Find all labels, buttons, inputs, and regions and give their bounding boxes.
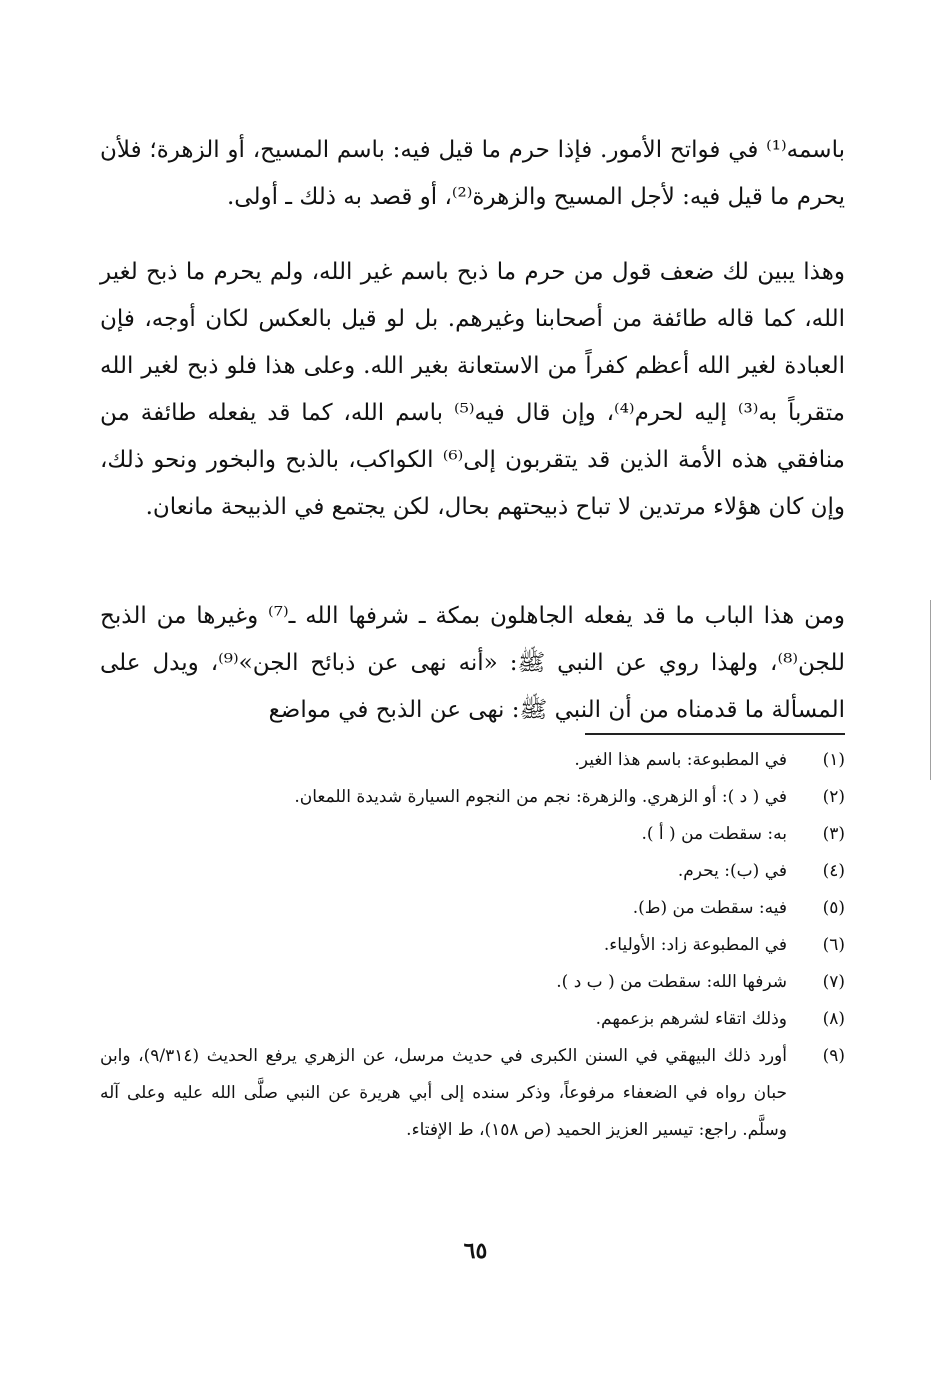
footnote-number: (١)	[822, 750, 845, 770]
footnote-text: فيه: سقطت من (ط).	[632, 898, 787, 918]
footnote-text: في المطبوعة زاد: الأولياء.	[603, 935, 787, 955]
footnote-divider	[585, 733, 845, 735]
footnote-text: في (ب): يحرم.	[677, 861, 787, 881]
footnote-text: به: سقطت من ( أ ).	[641, 824, 787, 844]
footnote-8	[100, 1001, 845, 1038]
footnote-number: (٦)	[822, 935, 845, 955]
footnote-number: (٣)	[822, 824, 845, 844]
footnote-6	[100, 927, 845, 964]
footnote-number: (٧)	[822, 972, 845, 992]
footnote-number: (٥)	[822, 898, 845, 918]
footnote-number: (٩)	[822, 1046, 845, 1066]
footnote-text: أورد ذلك البيهقي في السنن الكبرى في حديث مرسل، عن الزهري يرفع الحديث (٩/٣١٤)، وابن حبان رواه في الضعفاء مرفوعاً، وذكر سنده إلى أبي هريرة عن النبي صلَّى الله عليه وعلى آله وسلَّم. راجع: تيسير العزيز الحميد (ص ١٥٨)، ط الإفتاء.	[100, 1046, 787, 1140]
footnote-2	[100, 779, 845, 816]
scan-edge-line	[930, 600, 931, 780]
footnote-1	[100, 742, 845, 779]
footnotes-section	[100, 742, 845, 1149]
footnote-text: في المطبوعة: باسم هذا الغير.	[574, 750, 787, 770]
footnote-3	[100, 816, 845, 853]
footnote-5	[100, 890, 845, 927]
footnote-7	[100, 964, 845, 1001]
footnote-number: (٢)	[822, 787, 845, 807]
paragraph-3: ومن هذا الباب ما قد يفعله الجاهلون بمكة ـ شرفها الله ـ⁽⁷⁾ وغيرها من الذبح للجن⁽⁸⁾، ولهذا روي عن النبي ﷺ: «أنه نهى عن ذبائح الجن»⁽⁹⁾، ويدل على المسألة ما قدمناه من أن النبي ﷺ: نهى عن الذبح في مواضع	[100, 603, 846, 723]
paragraph-1: باسمه⁽¹⁾ في فواتح الأمور. فإذا حرم ما قيل فيه: باسم المسيح، أو الزهرة؛ فلأن يحرم ما قيل فيه: لأجل المسيح والزهرة⁽²⁾، أو قصد به ذلك ـ أولى.	[100, 137, 845, 210]
footnote-text: وذلك اتقاء لشرهم بزعمهم.	[595, 1009, 787, 1029]
footnote-9	[100, 1038, 845, 1149]
footnote-number: (٨)	[822, 1009, 845, 1029]
page-number: ٦٥	[463, 1238, 488, 1264]
footnote-4	[100, 853, 845, 890]
paragraph-2: وهذا يبين لك ضعف قول من حرم ما ذبح باسم غير الله، ولم يحرم ما ذبح لغير الله، كما قاله طائفة من أصحابنا وغيرهم. بل لو قيل بالعكس لكان أوجه، فإن العبادة لغير الله أعظم كفراً من الاستعانة بغير الله. وعلى هذا فلو ذبح لغير الله متقرباً به⁽³⁾ إليه لحرم⁽⁴⁾، وإن قال فيه⁽⁵⁾ باسم الله، كما قد يفعله طائفة من منافقي هذه الأمة الذين قد يتقربون إلى⁽⁶⁾ الكواكب، بالذبح والبخور ونحو ذلك، وإن كان هؤلاء مرتدين لا تباح ذبيحتهم بحال، لكن يجتمع في الذبيحة مانعان.	[100, 259, 845, 520]
footnote-text: في ( د ): أو الزهري. والزهرة: نجم من النجوم السيارة شديدة اللمعان.	[294, 787, 787, 807]
footnote-number: (٤)	[822, 861, 845, 881]
footnote-text: شرفها الله: سقطت من ( ب د ).	[556, 972, 787, 992]
